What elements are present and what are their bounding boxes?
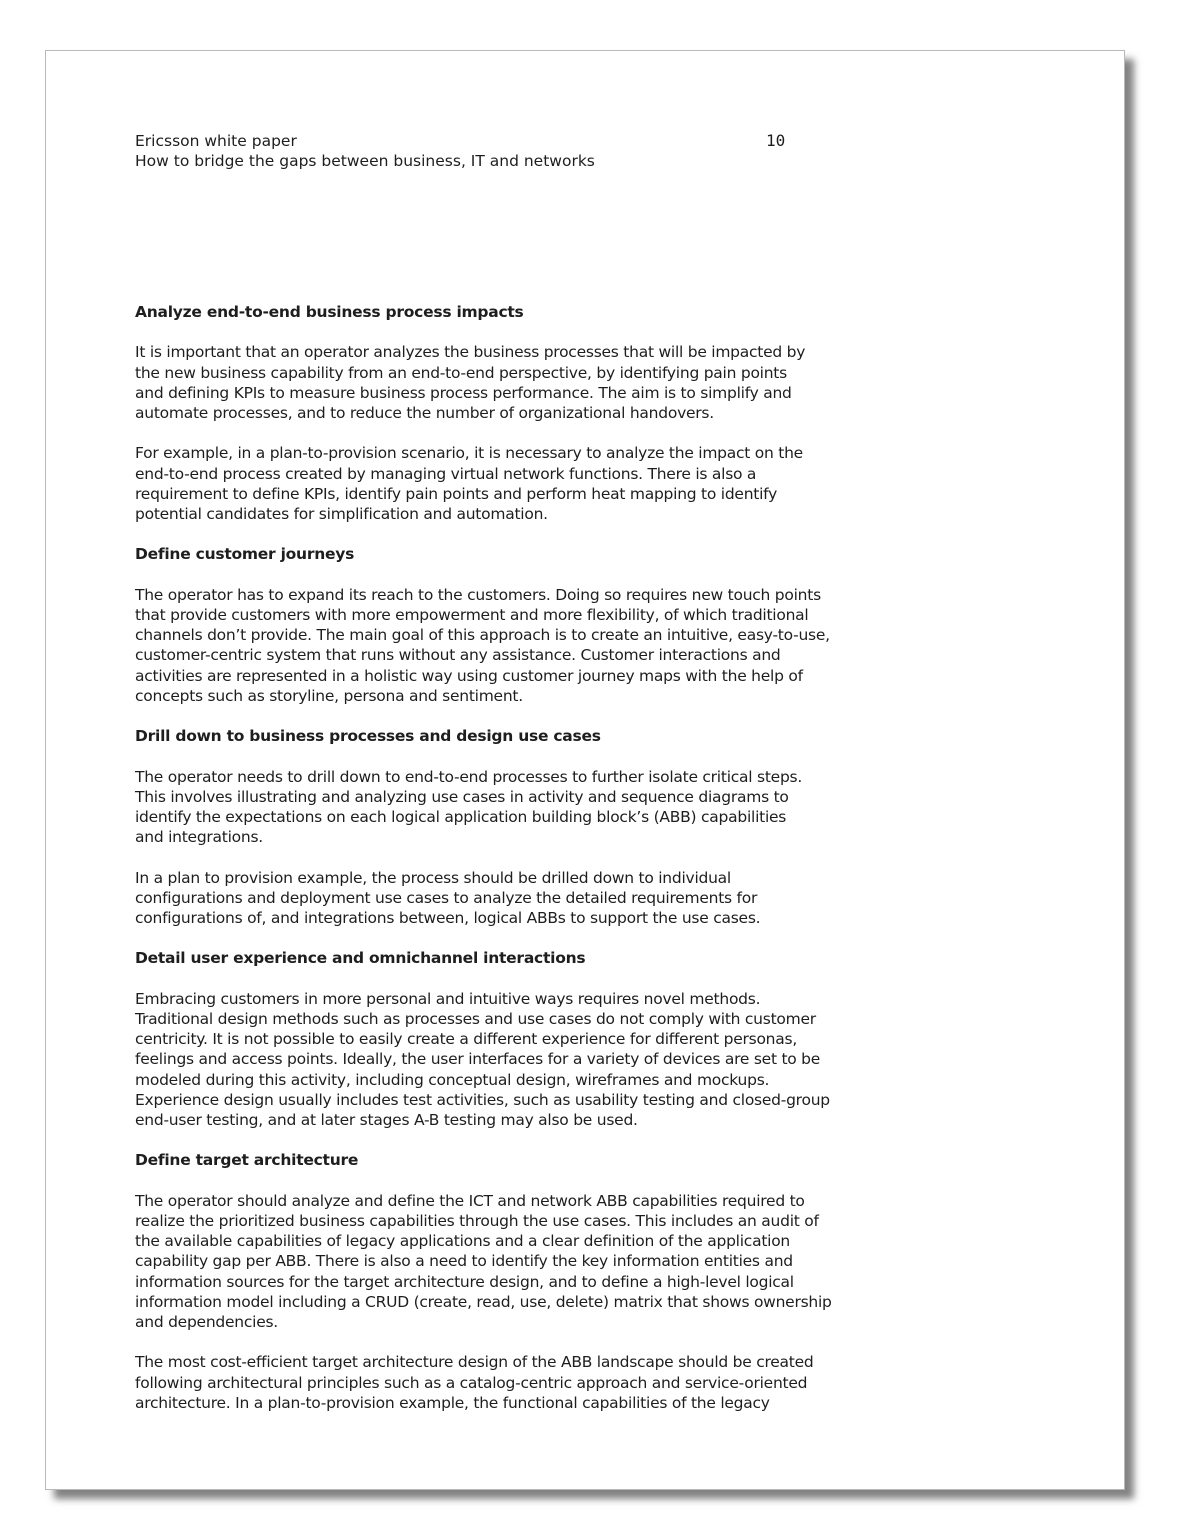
text-line: It is important that an operator analyzes the business processes that will be impacted by: [135, 343, 806, 362]
body-paragraph: [135, 585, 835, 706]
text-line: automate processes, and to reduce the number of organizational handovers.: [135, 404, 714, 422]
section-heading: Define target architecture: [135, 1151, 359, 1170]
text-line: This involves illustrating and analyzing use cases in activity and sequence diagrams to: [135, 787, 789, 806]
text-line: configurations and deployment use cases to analyze the detailed requirements for: [135, 888, 758, 907]
text-line: potential candidates for simplification and automation.: [135, 505, 548, 523]
text-line: information model including a CRUD (create, read, use, delete) matrix that shows ownership: [135, 1292, 832, 1311]
text-line: capability gap per ABB. There is also a need to identify the key information entities and: [135, 1252, 793, 1271]
text-line: requirement to define KPIs, identify pain points and perform heat mapping to identify: [135, 484, 778, 503]
header-subtitle: How to bridge the gaps between business, IT and networks: [135, 152, 595, 170]
text-line: The operator needs to drill down to end-to-end processes to further isolate critical steps.: [135, 767, 803, 786]
body-paragraph: [135, 989, 835, 1130]
header-title: Ericsson white paper: [135, 132, 297, 150]
text-line: Embracing customers in more personal and intuitive ways requires novel methods.: [135, 989, 761, 1008]
text-line: architecture. In a plan-to-provision example, the functional capabilities of the legacy: [135, 1393, 770, 1412]
text-line: and integrations.: [135, 828, 263, 847]
body-paragraph: [135, 342, 835, 423]
text-line: centricity. It is not possible to easily create a different experience for different personas,: [135, 1030, 797, 1049]
text-line: the new business capability from an end-to-end perspective, by identifying pain points: [135, 363, 787, 382]
running-header: [135, 131, 835, 171]
text-line: that provide customers with more empowerment and more flexibility, of which traditional: [135, 605, 809, 624]
text-line: realize the prioritized business capabilities through the use cases. This includes an audit of: [135, 1211, 819, 1230]
text-line: end-to-end process created by managing virtual network functions. There is also a: [135, 464, 757, 483]
text-line: and defining KPIs to measure business process performance. The aim is to simplify and: [135, 383, 792, 402]
body-paragraph: [135, 868, 835, 929]
text-line: feelings and access points. Ideally, the user interfaces for a variety of devices are set to be: [135, 1050, 821, 1069]
text-line: customer-centric system that runs without any assistance. Customer interactions and: [135, 646, 781, 665]
text-line: the available capabilities of legacy applications and a clear definition of the application: [135, 1232, 791, 1251]
text-line: modeled during this activity, including conceptual design, wireframes and mockups.: [135, 1070, 770, 1089]
section-heading: Drill down to business processes and design use cases: [135, 727, 601, 746]
text-line: information sources for the target architecture design, and to define a high-level logical: [135, 1272, 794, 1291]
text-line: and dependencies.: [135, 1312, 278, 1331]
document-page: [45, 50, 1125, 1490]
text-line: channels don’t provide. The main goal of this approach is to create an intuitive, easy-to-use,: [135, 626, 830, 645]
page-content: [135, 131, 835, 1433]
page-number: 10: [766, 131, 786, 150]
body-paragraph: [135, 1352, 835, 1413]
text-line: configurations of, and integrations between, logical ABBs to support the use cases.: [135, 908, 761, 927]
document-body: [135, 302, 835, 1413]
section-heading: Detail user experience and omnichannel interactions: [135, 949, 586, 968]
text-line: The operator has to expand its reach to the customers. Doing so requires new touch points: [135, 585, 821, 604]
text-line: Traditional design methods such as processes and use cases do not comply with customer: [135, 1009, 816, 1028]
text-line: concepts such as storyline, persona and sentiment.: [135, 686, 523, 705]
body-paragraph: [135, 1191, 835, 1332]
text-line: following architectural principles such as a catalog-centric approach and service-oriented: [135, 1373, 808, 1392]
text-line: end-user testing, and at later stages A-B testing may also be used.: [135, 1110, 638, 1129]
section-heading: Analyze end-to-end business process impacts: [135, 303, 524, 321]
body-paragraph: [135, 443, 835, 524]
text-line: Experience design usually includes test activities, such as usability testing and closed-group: [135, 1090, 830, 1109]
body-paragraph: [135, 767, 835, 848]
text-line: In a plan to provision example, the process should be drilled down to individual: [135, 868, 731, 887]
text-line: activities are represented in a holistic way using customer journey maps with the help of: [135, 666, 803, 685]
section-heading: Define customer journeys: [135, 545, 355, 564]
text-line: identify the expectations on each logical application building block’s (ABB) capabilities: [135, 807, 787, 826]
text-line: The operator should analyze and define the ICT and network ABB capabilities required to: [135, 1191, 805, 1210]
text-line: For example, in a plan-to-provision scenario, it is necessary to analyze the impact on the: [135, 444, 803, 463]
text-line: The most cost-efficient target architecture design of the ABB landscape should be created: [135, 1353, 814, 1372]
